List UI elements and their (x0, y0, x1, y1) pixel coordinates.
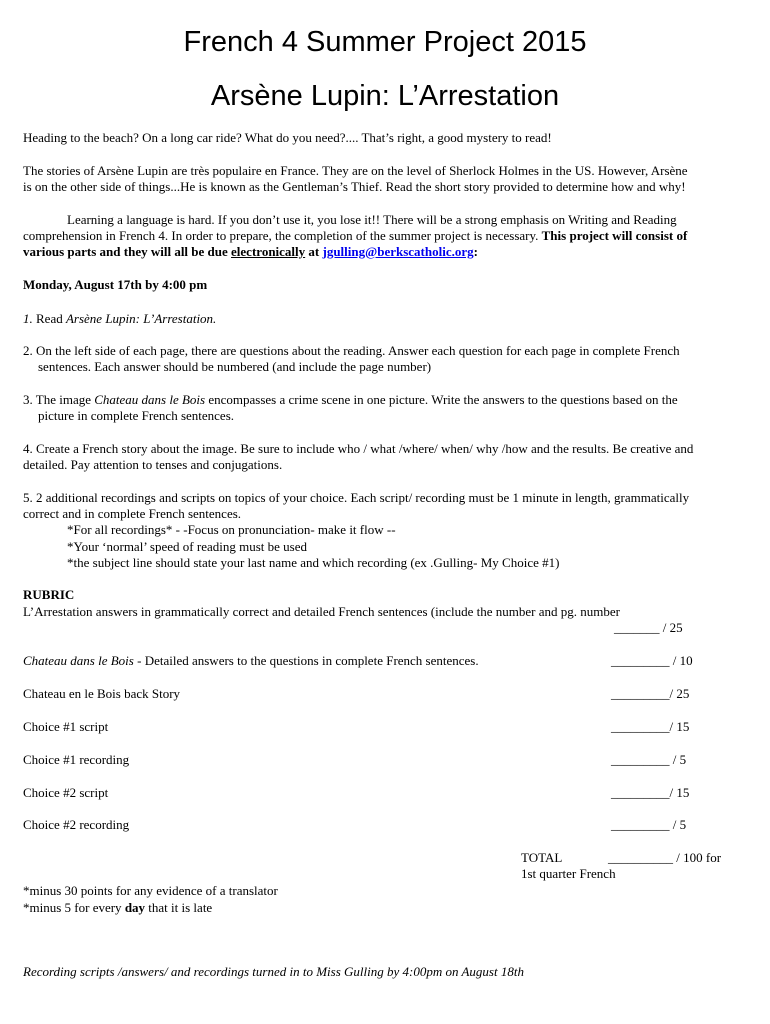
rubric-row (23, 653, 479, 669)
rubric-row (23, 817, 129, 833)
item-5-line-1: 5. 2 additional recordings and scripts on topics of your choice. Each script/ recording must be 1 minute in length, grammatically (23, 490, 690, 505)
intro-text: Heading to the beach? On a long car ride? What do you need?.... That’s right, a good mystery to read! (23, 130, 552, 145)
learning-line-3 (23, 244, 478, 260)
penalty-translator: *minus 30 points for any evidence of a translator (23, 883, 278, 898)
stories-line-1: The stories of Arsène Lupin are très populaire en France. They are on the level of Sherlock Holmes in the US. However, Arsène (23, 163, 688, 178)
rubric-label: Choice #1 script (23, 719, 109, 734)
rubric-row (23, 752, 129, 768)
rubric-score: _________ / 5 (611, 752, 687, 767)
page-subtitle: Arsène Lupin: L’Arrestation (210, 80, 560, 112)
rubric-first-item: L’Arrestation answers in grammatically correct and detailed French sentences (include the number and pg. number (23, 604, 620, 619)
penalty-late (23, 900, 212, 916)
penalty-text: *minus 5 for every (23, 900, 125, 915)
item-2-line-1: 2. On the left side of each page, there are questions about the reading. Answer each question for each page in complete French (23, 343, 680, 358)
rubric-label: Chateau en le Bois back Story (23, 686, 181, 701)
rubric-score: _________ / 10 (611, 653, 693, 668)
rubric-heading: RUBRIC (23, 587, 75, 602)
rubric-row (23, 686, 180, 702)
stories-line-2: is on the other side of things...He is known as the Gentleman’s Thief. Read the short story provided to determine how and why! (23, 179, 686, 194)
learning-line-2 (23, 228, 687, 244)
rubric-label-italic: Chateau dans le Bois (23, 653, 134, 668)
item-3-line-2: picture in complete French sentences. (38, 408, 235, 423)
page-title: French 4 Summer Project 2015 (183, 26, 587, 58)
item-1 (23, 311, 216, 327)
footer-note: Recording scripts /answers/ and recordings turned in to Miss Gulling by 4:00pm on August 18th (23, 964, 524, 979)
rubric-score: _________/ 25 (611, 686, 690, 701)
total-subtitle: 1st quarter French (521, 866, 616, 881)
image-title: Chateau dans le Bois (94, 392, 206, 407)
item-number: 1. (23, 311, 33, 326)
rubric-first-score: _______ / 25 (614, 620, 683, 635)
learning-text: comprehension in French 4. In order to prepare, the completion of the summer project is necessary. (23, 228, 542, 243)
item-2-line-2: sentences. Each answer should be numbered (and include the page number) (38, 359, 432, 374)
item-5-line-2: correct and in complete French sentences. (23, 506, 242, 521)
rubric-score: _________/ 15 (611, 719, 690, 734)
item-5-note-2: *Your ‘normal’ speed of reading must be used (67, 539, 307, 554)
item-5-note-1: *For all recordings* - -Focus on pronunciation- make it flow -- (67, 522, 396, 537)
penalty-emphasis: day (124, 900, 146, 915)
rubric-score: _________ / 5 (611, 817, 687, 832)
learning-emphasis: This project will consist of (541, 228, 688, 243)
item-text: encompasses a crime scene in one picture. Write the answers to the questions based on the (205, 392, 678, 407)
penalty-text: that it is late (145, 900, 213, 915)
rubric-row (23, 719, 108, 735)
electronically-text: electronically (231, 244, 306, 259)
rubric-label: Choice #1 recording (23, 752, 130, 767)
learning-text: various parts and they will all be due (23, 244, 232, 259)
total-score: __________ / 100 for (608, 850, 722, 865)
book-title: Arsène Lupin: L’Arrestation. (65, 311, 217, 326)
rubric-row (23, 785, 108, 801)
email-link[interactable]: jgulling@berkscatholic.org (322, 244, 474, 259)
learning-text: at (305, 244, 323, 259)
learning-text: : (473, 244, 478, 259)
rubric-label: Choice #2 script (23, 785, 109, 800)
total-label: TOTAL (521, 850, 563, 865)
item-text: 3. The image (23, 392, 95, 407)
rubric-label: Choice #2 recording (23, 817, 130, 832)
rubric-label: - Detailed answers to the questions in complete French sentences. (133, 653, 479, 668)
item-4-line-2: detailed. Pay attention to tenses and conjugations. (23, 457, 283, 472)
item-4-line-1: 4. Create a French story about the image. Be sure to include who / what /where/ when/ why /how and the results. Be creative and (23, 441, 694, 456)
item-5-note-3: *the subject line should state your last name and which recording (ex .Gulling- My Choice #1) (67, 555, 560, 570)
item-text: Read (32, 311, 66, 326)
item-3-line-1 (23, 392, 678, 408)
learning-line-1: Learning a language is hard. If you don’t use it, you lose it!! There will be a strong emphasis on Writing and Reading (67, 212, 677, 227)
rubric-score: _________/ 15 (611, 785, 690, 800)
due-date: Monday, August 17th by 4:00 pm (23, 277, 208, 292)
